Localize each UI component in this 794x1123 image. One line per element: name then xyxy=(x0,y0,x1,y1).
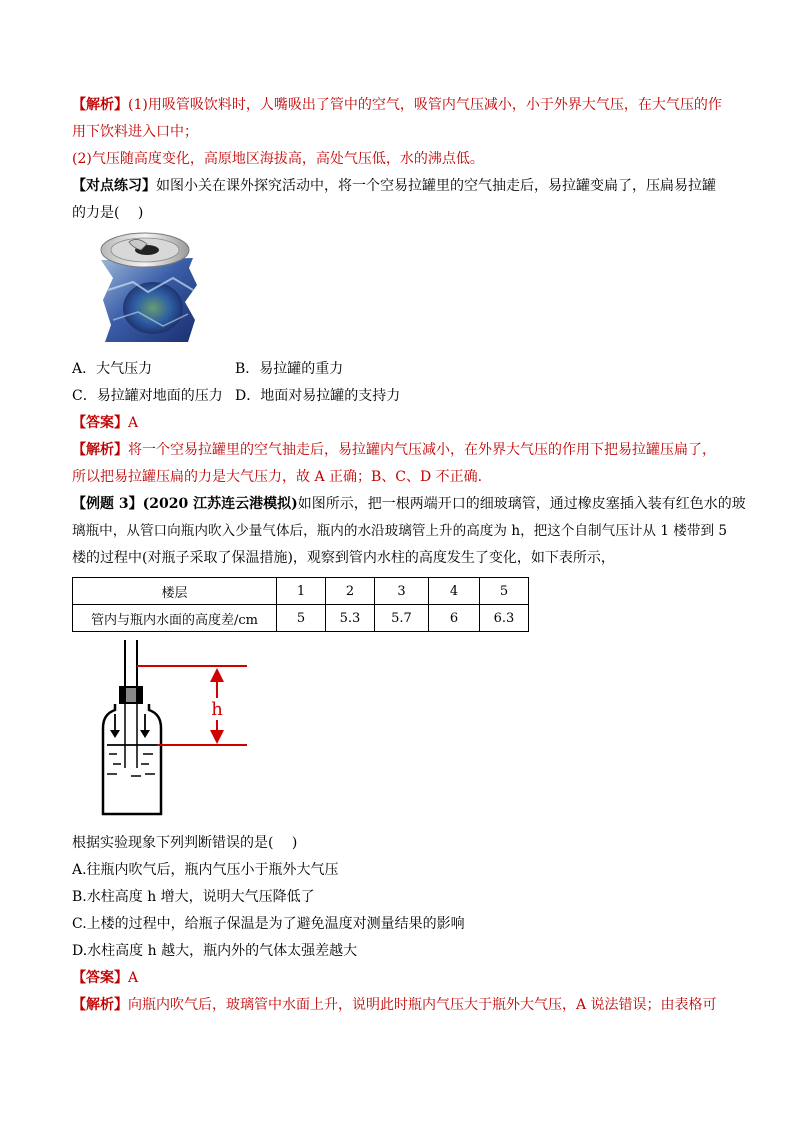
analysis1-text1: (1)用吸管吸饮料时，人嘴吸出了管中的空气，吸管内气压减小，小于外界大气压，在大气压的作 xyxy=(128,97,722,113)
table-row xyxy=(73,605,529,632)
table-cell: 1 xyxy=(277,578,326,605)
table-cell: 5 xyxy=(480,578,529,605)
practice-option-b: B．易拉罐的重力 xyxy=(235,361,344,377)
example-source: (2020 江苏连云港模拟) xyxy=(142,496,298,512)
practice-analysis-text1: 将一个空易拉罐里的空气抽走后，易拉罐内气压减小，在外界大气压的作用下把易拉罐压扁了， xyxy=(128,442,716,458)
table-cell: 6.3 xyxy=(480,605,529,632)
table-header-floor: 楼层 xyxy=(73,578,277,605)
analysis1-line1 xyxy=(72,96,722,114)
example3-option-a: A.往瓶内吹气后，瓶内气压小于瓶外大气压 xyxy=(72,862,339,878)
table-cell: 5 xyxy=(277,605,326,632)
analysis1-line2: 用下饮料进入口中； xyxy=(72,124,198,140)
example3-line1 xyxy=(72,495,746,513)
table-cell: 5.3 xyxy=(326,605,375,632)
example3-option-b: B.水柱高度 h 增大，说明大气压降低了 xyxy=(72,889,315,905)
table-header-height: 管内与瓶内水面的高度差/cm xyxy=(73,605,277,632)
practice-line1 xyxy=(72,177,716,195)
practice-analysis-line2: 所以把易拉罐压扁的力是大气压力，故 A 正确；B、C、D 不正确. xyxy=(72,469,483,485)
example3-line2: 璃瓶中，从管口向瓶内吹入少量气体后，瓶内的水沿玻璃管上升的高度为 h，把这个自制气压计从 1 楼带到 5 xyxy=(72,523,728,539)
practice-option-c: C．易拉罐对地面的压力 xyxy=(72,388,223,404)
floor-height-table xyxy=(72,577,529,632)
practice-option-d: D．地面对易拉罐的支持力 xyxy=(235,388,401,404)
answer-value: A xyxy=(128,415,139,431)
barometer-bottle-diagram xyxy=(95,638,255,818)
practice-analysis-line1 xyxy=(72,441,716,459)
example3-analysis-text1: 向瓶内吹气后，玻璃管中水面上升，说明此时瓶内气压大于瓶外大气压，A 说法错误；由表格可 xyxy=(128,997,717,1013)
height-label-h: h xyxy=(211,699,223,720)
example3-question: 根据实验现象下列判断错误的是( ) xyxy=(72,835,298,851)
analysis1-line3: (2)气压随高度变化，高原地区海拔高，高处气压低，水的沸点低。 xyxy=(72,151,484,167)
example3-text1: 如图所示，把一根两端开口的细玻璃管，通过橡皮塞插入装有红色水的玻 xyxy=(297,496,746,512)
example-tag: 【例题 3】 xyxy=(72,496,143,512)
practice-answer xyxy=(72,414,138,432)
answer-tag: 【答案】 xyxy=(72,415,128,431)
example3-analysis-line1 xyxy=(72,996,717,1014)
analysis-tag: 【解析】 xyxy=(72,997,128,1013)
example3-option-d: D.水柱高度 h 越大，瓶内外的气体太强差越大 xyxy=(72,943,358,959)
example3-option-c: C.上楼的过程中，给瓶子保温是为了避免温度对测量结果的影响 xyxy=(72,916,465,932)
practice-option-a: A．大气压力 xyxy=(72,361,153,377)
table-cell: 3 xyxy=(375,578,429,605)
table-cell: 4 xyxy=(429,578,480,605)
practice-tag: 【对点练习】 xyxy=(72,178,156,194)
example3-line3: 楼的过程中(对瓶子采取了保温措施)，观察到管内水柱的高度发生了变化，如下表所示， xyxy=(72,550,615,566)
crushed-can-image xyxy=(93,230,203,345)
answer-tag: 【答案】 xyxy=(72,970,128,986)
table-row xyxy=(73,578,529,605)
analysis-tag: 【解析】 xyxy=(72,442,128,458)
answer-value: A xyxy=(128,970,139,986)
table-cell: 2 xyxy=(326,578,375,605)
table-cell: 5.7 xyxy=(375,605,429,632)
example3-answer xyxy=(72,969,138,987)
table-cell: 6 xyxy=(429,605,480,632)
analysis-tag: 【解析】 xyxy=(72,97,128,113)
practice-line2: 的力是( ) xyxy=(72,205,144,221)
practice-text1: 如图小关在课外探究活动中，将一个空易拉罐里的空气抽走后，易拉罐变扁了，压扁易拉罐 xyxy=(156,178,716,194)
